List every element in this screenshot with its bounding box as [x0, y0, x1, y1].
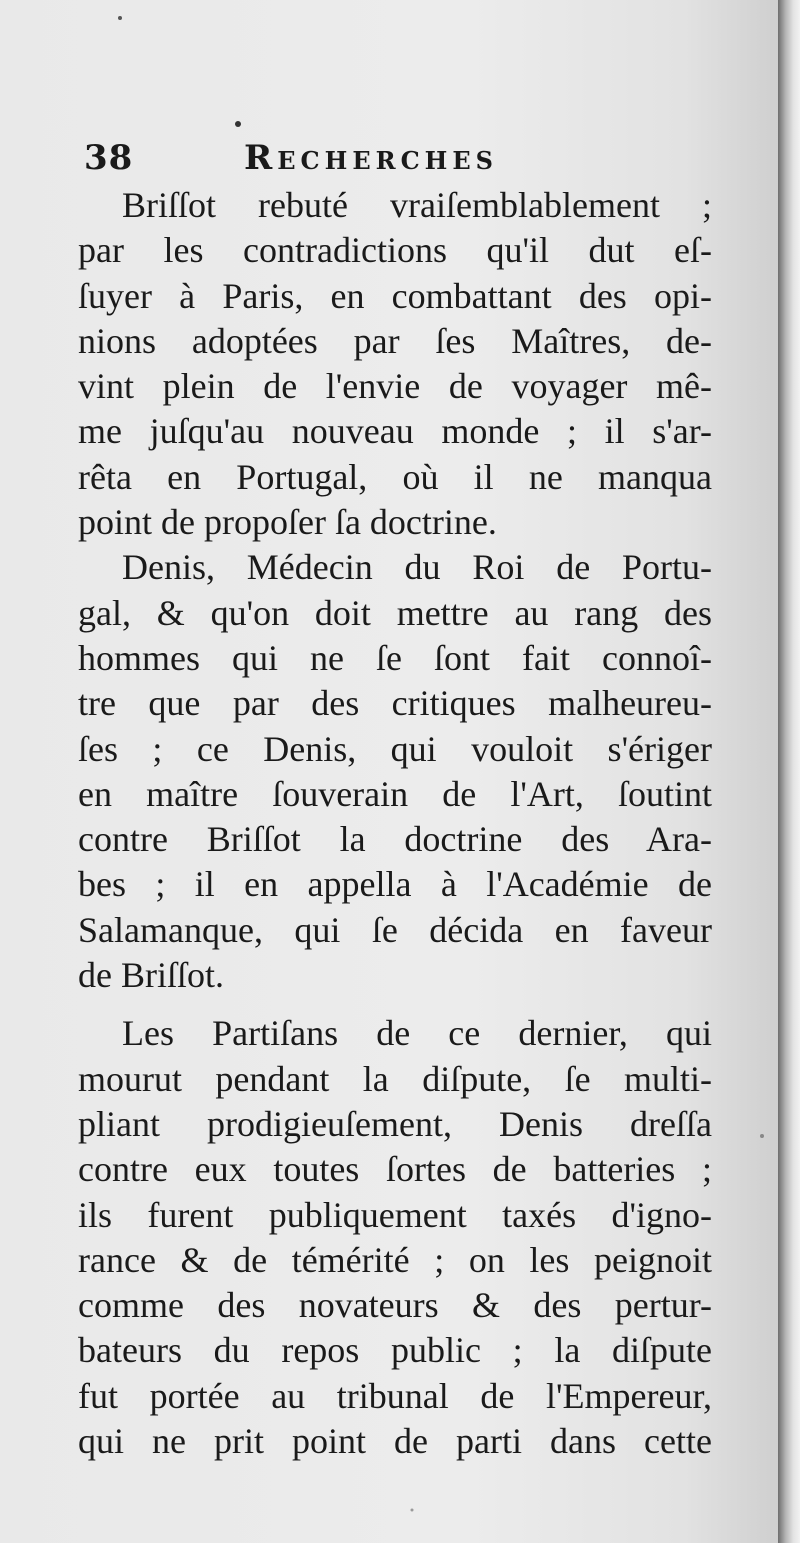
text-line: contre eux toutes ſortes de batteries ;	[78, 1149, 712, 1190]
text-line: ils furent publiquement taxés d'igno-	[78, 1194, 712, 1235]
text-line: en maître ſouverain de l'Art, ſoutint	[78, 773, 712, 814]
text-line: me juſqu'au nouveau monde ; il s'ar-	[78, 411, 712, 452]
text-line: Salamanque, qui ſe décida en faveur	[78, 909, 712, 950]
text-line: mourut pendant la diſpute, ſe multi-	[78, 1058, 712, 1099]
text-line: de Briſſot.	[78, 955, 224, 996]
text-line: hommes qui ne ſe ſont fait connoî-	[78, 637, 712, 678]
text-line: nions adoptées par ſes Maîtres, de-	[78, 320, 712, 361]
page-header	[84, 138, 714, 182]
text-line: bes ; il en appella à l'Académie de	[78, 864, 712, 905]
text-line: Les Partiſans de ce dernier, qui	[122, 1013, 712, 1054]
text-line: qui ne prit point de parti dans cette	[78, 1421, 712, 1462]
text-line: Briſſot rebuté vraiſemblablement ;	[122, 185, 712, 225]
page-number: 38	[84, 138, 134, 178]
paragraph	[78, 1011, 712, 1464]
text-line: pliant prodigieuſement, Denis dreſſa	[78, 1103, 712, 1144]
page-edge	[778, 0, 800, 1543]
text-line: comme des novateurs & des pertur-	[78, 1285, 712, 1326]
text-line: tre que par des critiques malheureu-	[78, 683, 712, 724]
text-line: ſuyer à Paris, en combattant des opi-	[78, 275, 712, 316]
text-line: point de propoſer ſa doctrine.	[78, 502, 497, 543]
running-head: Recherches	[244, 138, 498, 178]
text-line: fut portée au tribunal de l'Empereur,	[78, 1375, 712, 1416]
text-line: vint plein de l'envie de voyager mê-	[78, 366, 712, 407]
text-line: ſes ; ce Denis, qui vouloit s'ériger	[78, 728, 712, 769]
text-line: bateurs du repos public ; la diſpute	[78, 1330, 712, 1371]
body-text	[78, 183, 712, 1464]
paragraph-gap	[78, 998, 712, 1011]
paragraph	[78, 183, 712, 545]
text-line: contre Briſſot la doctrine des Ara-	[78, 819, 712, 860]
text-line: Denis, Médecin du Roi de Portu-	[122, 547, 712, 588]
text-line: gal, & qu'on doit mettre au rang des	[78, 592, 712, 633]
text-line: rance & de témérité ; on les peignoit	[78, 1239, 712, 1280]
text-line: rêta en Portugal, où il ne manqua	[78, 456, 712, 497]
paragraph	[78, 545, 712, 998]
text-line: par les contradictions qu'il dut eſ-	[78, 230, 712, 271]
